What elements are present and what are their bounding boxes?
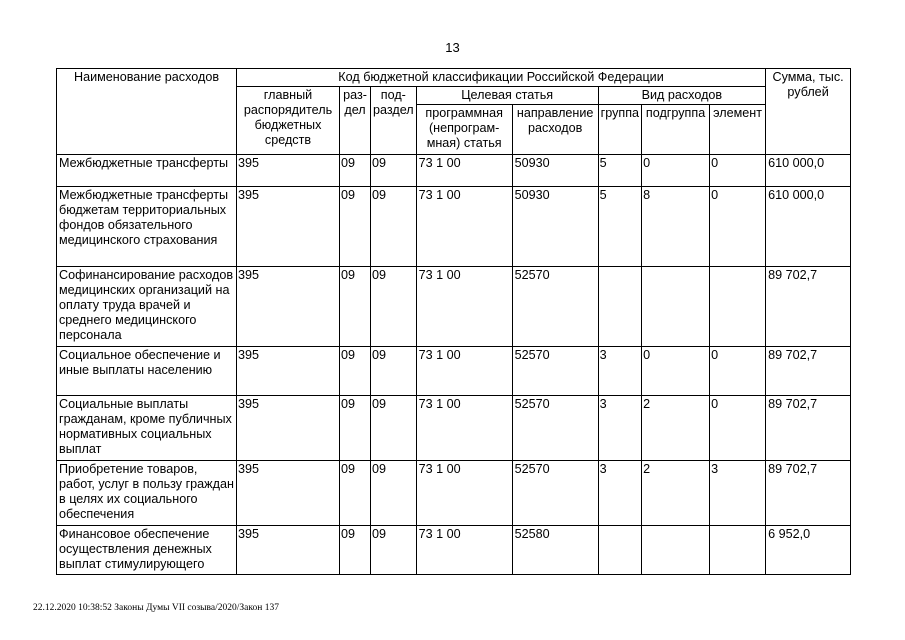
row-name: Межбюджетные трансферты бюджетам территориальных фондов обязательного медицинского страхования	[57, 187, 237, 267]
row-group: 3	[598, 461, 641, 526]
header-name: Наименование расходов	[57, 69, 237, 155]
row-group: 3	[598, 396, 641, 461]
header-sum: Сумма, тыс. рублей	[766, 69, 851, 155]
header-element: элемент	[710, 105, 766, 155]
row-subgroup: 0	[642, 155, 710, 187]
footer-stamp: 22.12.2020 10:38:52 Законы Думы VII созыва/2020/Закон 137	[33, 603, 279, 613]
row-element	[710, 267, 766, 347]
row-admin: 395	[237, 396, 340, 461]
row-program: 73 1 00	[416, 267, 512, 347]
row-program: 73 1 00	[416, 396, 512, 461]
row-sum: 89 702,7	[766, 347, 851, 396]
row-section: 09	[340, 187, 371, 267]
row-name: Софинансирование расходов медицинских организаций на оплату труда врачей и среднего медицинского персонала	[57, 267, 237, 347]
row-program: 73 1 00	[416, 155, 512, 187]
row-subsection: 09	[371, 396, 417, 461]
row-direction: 50930	[512, 187, 598, 267]
row-subsection: 09	[371, 347, 417, 396]
header-direction: направление расходов	[512, 105, 598, 155]
row-section: 09	[340, 347, 371, 396]
budget-table	[56, 68, 851, 575]
table-row	[57, 526, 851, 575]
row-group: 5	[598, 155, 641, 187]
row-direction: 52570	[512, 267, 598, 347]
row-sum: 89 702,7	[766, 267, 851, 347]
row-group	[598, 267, 641, 347]
row-sum: 89 702,7	[766, 461, 851, 526]
row-name: Межбюджетные трансферты	[57, 155, 237, 187]
row-name: Социальное обеспечение и иные выплаты населению	[57, 347, 237, 396]
row-subgroup: 0	[642, 347, 710, 396]
row-direction: 52580	[512, 526, 598, 575]
header-subgroup: подгруппа	[642, 105, 710, 155]
row-sum: 610 000,0	[766, 155, 851, 187]
row-program: 73 1 00	[416, 461, 512, 526]
row-program: 73 1 00	[416, 187, 512, 267]
row-section: 09	[340, 396, 371, 461]
row-admin: 395	[237, 347, 340, 396]
row-element: 0	[710, 347, 766, 396]
row-program: 73 1 00	[416, 347, 512, 396]
row-subsection: 09	[371, 526, 417, 575]
row-section: 09	[340, 267, 371, 347]
row-subgroup: 2	[642, 461, 710, 526]
row-group	[598, 526, 641, 575]
row-element: 0	[710, 187, 766, 267]
row-name: Приобретение товаров, работ, услуг в пользу граждан в целях их социального обеспечения	[57, 461, 237, 526]
row-admin: 395	[237, 461, 340, 526]
header-code-group: Код бюджетной классификации Российской Федерации	[237, 69, 766, 87]
row-subsection: 09	[371, 155, 417, 187]
row-admin: 395	[237, 267, 340, 347]
row-name: Финансовое обеспечение осуществления денежных выплат стимулирующего	[57, 526, 237, 575]
row-element: 0	[710, 155, 766, 187]
table-row	[57, 187, 851, 267]
table-row	[57, 396, 851, 461]
row-element: 0	[710, 396, 766, 461]
page-number: 13	[445, 40, 460, 55]
header-expense-type: Вид расходов	[598, 87, 765, 105]
row-group: 3	[598, 347, 641, 396]
row-direction: 52570	[512, 396, 598, 461]
row-admin: 395	[237, 187, 340, 267]
table-row	[57, 267, 851, 347]
row-subgroup: 8	[642, 187, 710, 267]
header-target-item: Целевая статья	[416, 87, 598, 105]
row-name: Социальные выплаты гражданам, кроме публичных нормативных социальных выплат	[57, 396, 237, 461]
table-row	[57, 461, 851, 526]
header-main-admin: главный распорядитель бюджетных средств	[237, 87, 340, 155]
row-sum: 610 000,0	[766, 187, 851, 267]
row-program: 73 1 00	[416, 526, 512, 575]
row-subgroup: 2	[642, 396, 710, 461]
row-element: 3	[710, 461, 766, 526]
row-section: 09	[340, 526, 371, 575]
row-direction: 52570	[512, 461, 598, 526]
row-sum: 89 702,7	[766, 396, 851, 461]
header-group: группа	[598, 105, 641, 155]
row-direction: 52570	[512, 347, 598, 396]
row-subsection: 09	[371, 461, 417, 526]
row-admin: 395	[237, 155, 340, 187]
table-row	[57, 155, 851, 187]
row-direction: 50930	[512, 155, 598, 187]
row-section: 09	[340, 461, 371, 526]
header-program-item: программная (непрограм-мная) статья	[416, 105, 512, 155]
table-row	[57, 347, 851, 396]
header-section: раз-дел	[340, 87, 371, 155]
header-subsection: под-раздел	[371, 87, 417, 155]
row-element	[710, 526, 766, 575]
row-section: 09	[340, 155, 371, 187]
row-subsection: 09	[371, 187, 417, 267]
row-subgroup	[642, 526, 710, 575]
row-group: 5	[598, 187, 641, 267]
row-subsection: 09	[371, 267, 417, 347]
row-admin: 395	[237, 526, 340, 575]
row-subgroup	[642, 267, 710, 347]
row-sum: 6 952,0	[766, 526, 851, 575]
